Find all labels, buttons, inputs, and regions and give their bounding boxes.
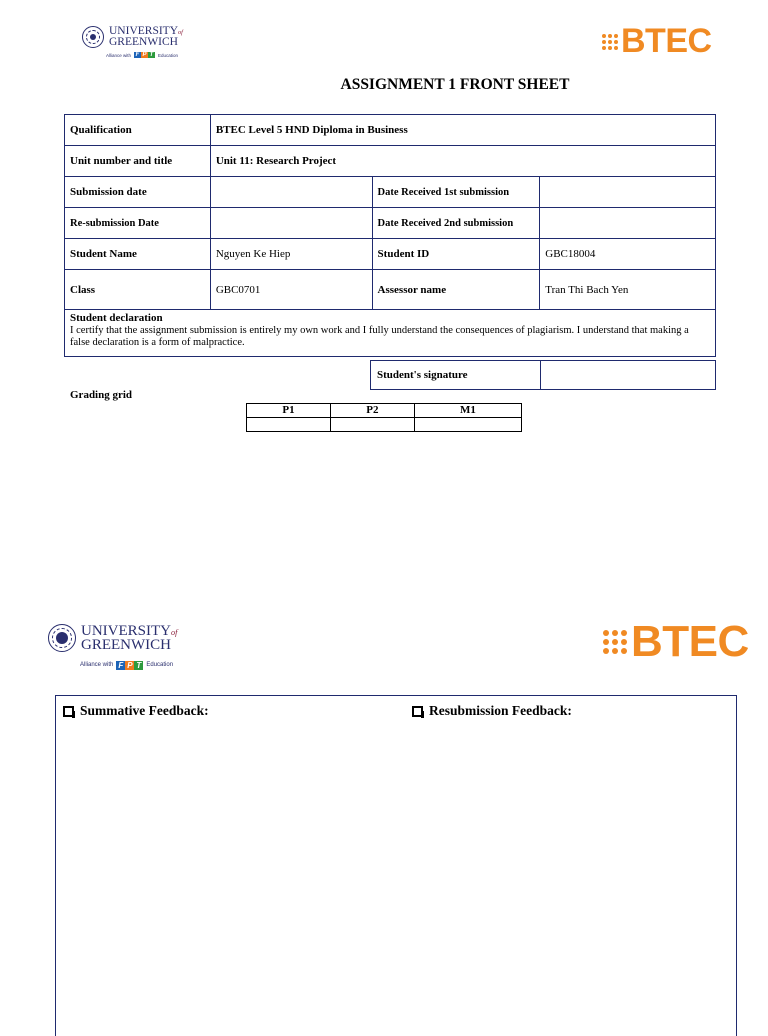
resubmission-date-field[interactable] — [210, 208, 372, 239]
btec-logo-2 — [603, 617, 749, 667]
fpt-logo: F P T — [135, 52, 154, 58]
grading-grid — [246, 403, 522, 432]
received-1st-field[interactable] — [540, 177, 716, 208]
summative-feedback-label: Summative Feedback: — [80, 703, 209, 718]
grade-header-m1: M1 — [414, 404, 521, 418]
grade-value-p1[interactable] — [247, 418, 331, 432]
front-sheet-table — [64, 114, 716, 357]
btec-word: BTEC — [631, 617, 749, 666]
grade-header-p2: P2 — [330, 404, 414, 418]
logo-greenwich: GREENWICH — [109, 36, 178, 48]
submission-date-field[interactable] — [210, 177, 372, 208]
student-id-label: Student ID — [372, 239, 540, 270]
unit-label: Unit number and title — [65, 146, 211, 177]
checkbox-icon[interactable] — [63, 706, 74, 717]
alliance-prefix: Alliance with — [106, 52, 132, 58]
grading-value-row — [247, 418, 522, 432]
grade-header-p1: P1 — [247, 404, 331, 418]
table-row — [65, 310, 716, 357]
qualification-label: Qualification — [65, 115, 211, 146]
logo-greenwich: GREENWICH — [81, 637, 171, 654]
assessor-label: Assessor name — [372, 270, 540, 310]
checkbox-icon[interactable] — [412, 706, 423, 717]
table-row — [65, 208, 716, 239]
student-id-value: GBC18004 — [540, 239, 716, 270]
crest-icon — [48, 624, 76, 652]
grading-header-row — [247, 404, 522, 418]
dots-icon — [602, 34, 618, 50]
student-name-label: Student Name — [65, 239, 211, 270]
dots-icon — [603, 630, 627, 654]
signature-table — [370, 360, 716, 390]
class-value: GBC0701 — [210, 270, 372, 310]
alliance-suffix: Education — [146, 662, 174, 668]
received-2nd-label: Date Received 2nd submission — [372, 208, 540, 239]
logo-university: UNIVERSITY — [81, 623, 171, 639]
table-row — [65, 270, 716, 310]
fpt-logo: F P T — [116, 661, 143, 670]
declaration-heading: Student declaration — [70, 312, 163, 324]
class-label: Class — [65, 270, 211, 310]
btec-word: BTEC — [621, 22, 712, 60]
page-title: ASSIGNMENT 1 FRONT SHEET — [340, 76, 570, 93]
resubmission-feedback-label: Resubmission Feedback: — [429, 703, 572, 718]
university-of-greenwich-logo: UNIVERSITYof GREENWICH Alliance with F P T Education — [82, 26, 183, 58]
declaration-text: I certify that the assignment submission is entirely my own work and I fully understand the consequences of plagiarism. I understand that making a false declaration is a form of malpractice. — [70, 324, 689, 348]
crest-icon — [82, 26, 104, 48]
table-row — [65, 115, 716, 146]
logo-university: UNIVERSITY — [109, 25, 178, 38]
summative-feedback-heading[interactable] — [63, 703, 209, 719]
alliance-prefix: Alliance with — [80, 662, 114, 668]
received-1st-label: Date Received 1st submission — [372, 177, 540, 208]
submission-date-label: Submission date — [65, 177, 211, 208]
grade-value-m1[interactable] — [414, 418, 521, 432]
resubmission-feedback-heading[interactable] — [412, 703, 572, 719]
received-2nd-field[interactable] — [540, 208, 716, 239]
grading-grid-label: Grading grid — [70, 389, 133, 401]
student-name-value: Nguyen Ke Hiep — [210, 239, 372, 270]
qualification-value: BTEC Level 5 HND Diploma in Business — [210, 115, 715, 146]
feedback-box[interactable] — [55, 695, 737, 1036]
grade-value-p2[interactable] — [330, 418, 414, 432]
table-row — [65, 146, 716, 177]
signature-field[interactable] — [540, 361, 715, 390]
university-of-greenwich-logo-2: UNIVERSITYof GREENWICH Alliance with F P T Education — [48, 624, 177, 670]
btec-logo — [602, 22, 712, 61]
resubmission-date-label: Re-submission Date — [65, 208, 211, 239]
assessor-value: Tran Thi Bach Yen — [540, 270, 716, 310]
alliance-suffix: Education — [158, 52, 179, 58]
table-row — [65, 239, 716, 270]
unit-value: Unit 11: Research Project — [210, 146, 715, 177]
table-row — [65, 177, 716, 208]
student-declaration — [65, 310, 716, 357]
signature-label: Student's signature — [371, 361, 541, 390]
